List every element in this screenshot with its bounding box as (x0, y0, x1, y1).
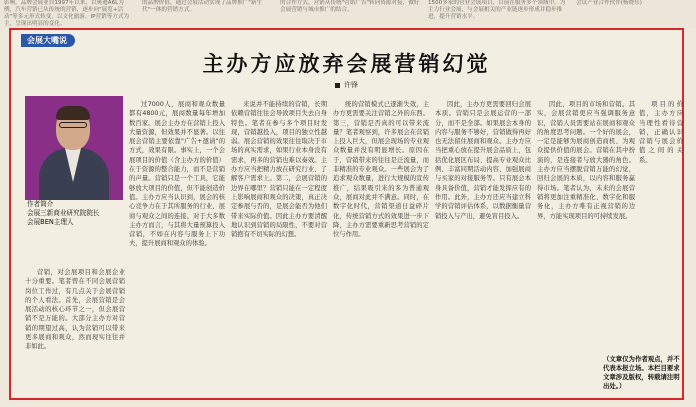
profile-line-1: 会展三新商业研究院院长 (27, 209, 100, 217)
photo-hair (56, 106, 90, 120)
article-column-4 (333, 100, 429, 398)
profile-line-2: 会展BEN主理人 (27, 218, 74, 226)
strip-snippet: 的品牌价值，通过会展活动实现了品牌推广"新生代"一体的营销方式。 (142, 0, 263, 13)
article-column-5 (435, 100, 531, 398)
author-photo (25, 96, 123, 200)
section-tag: 会展大嘴说 (21, 34, 75, 47)
column-text: 统的营销模式已逐渐失效，主办方更需要关注营销之外的东西。第三，营销是否真的可以带来流量？笔者观察到，许多展会在营销上投入巨大，但展会现场的专业观众数量并没有明显增长。原因在于，营销带来的往往是泛流量，而非精准的专业观众。一些展会为了追求观众数量，进行大规模的宣传推广，结果吸引来的多为普通观众，展商对此并不满意。同时，在数字化时代，营销渠道日益碎片化，传统营销方式的效果进一步下降，主办方需要重新思考营销的定位与作用。 (333, 101, 429, 239)
article-column-1 (25, 268, 125, 398)
profile-label: 作者简介 (27, 200, 54, 208)
author-profile (27, 200, 127, 227)
editor-footnote: （文章仅为作者观点，并不代表本报立场。本栏目要求文章涉及版权，转载请注明出处。） (603, 355, 680, 390)
column-text: 项目的价值，主办方应当理性看待营销，正确认识营销与展会价值之间的关系。 (639, 101, 683, 164)
strip-snippet: 1500多家的营业会展项目，目前在服务多个领域中，为主力行业会展，与会展相关的产业链逐步形成并稳步推进，提升营销水平。 (428, 0, 566, 20)
article-column-3 (231, 100, 327, 398)
article-frame (9, 28, 684, 400)
previous-article-strip (0, 0, 696, 28)
author-name: 许锋 (344, 81, 358, 89)
byline-square-icon (335, 83, 340, 88)
column-text: 营销，对会展项目和会展企业十分重要。笔者曾在不同会展营销岗位工作过，有几点关于会展营销的个人看法。首先，会展营销是会展活动的核心环节之一，但会展营销不是万能的。大部分主办方对营销的期望过高，认为营销可以带来更多展商和观众，然而现实往往并非如此。 (25, 269, 125, 351)
article-column-2 (129, 100, 225, 398)
photo-glasses (59, 122, 87, 128)
strip-snippet: 会议产业合作伙伴(杨晓东) (576, 0, 642, 6)
column-text: 来说并不能持续的营销，长期依赖营销往往会导致项目失去自身特色。笔者在参与多个项目时发现，营销越投入，项目的独立性越弱。展会营销的效果往往取决于市场的真实需求，如果行业本身没有需求，再多的营销也难以奏效。主办方应当把精力放在研究行业、了解客户需求上。第二，会展营销的边界在哪里？营销只能在一定程度上影响展商和观众的决策，真正决定参展与否的，是展会能否为他们带来实际价值。因此主办方要清醒地认识到营销的局限性，不要对营销抱有不切实际的幻想。 (231, 101, 327, 239)
strip-snippet: 的合作方式，营销从传统"营销广告"转向资源对接，做好会展营销与城市推广的结合。 (280, 0, 420, 13)
article-column-7 (639, 100, 683, 350)
article-column-6 (537, 100, 635, 350)
column-text: 过7000人，展商和观众数量都有4800元，展商数量每年增加数百家。展会主办方在营销上投入大量资源，但效果并不显著。以往展会营销主要依靠"广告+邀请"的方式，效果有限。事实上，一个会展项目的价值（含主办方的价值）在于资源的整合能力，而不是营销的声量。营销只是一个工具，它能够放大项目的价值，但不能创造价值。主办方应当认识到，展会的核心竞争力在于其所服务的行业、展商与观众之间的连接。对于大多数主办方而言，与其将大量预算投入营销，不如在内容与服务上下功夫，提升展商和观众的体验。 (129, 101, 225, 248)
column-text: 因此，项目的市场和营销。其实，会展营销更应当强调服务意识，营销人员需要站在展商和观众的角度思考问题。一个好的展会，一定是能够为展商创造商机、为观众提供价值的展会。营销在其中扮演的，是连接者与放大器的角色。主办方应当摆脱营销万能的幻觉，回归会展的本质，以内容和服务赢得市场。笔者认为，未来的会展营销将更加注重精准化、数字化和服务化，主办方唯有正视营销的边界，方能实现项目的可持续发展。 (537, 101, 635, 220)
headline: 主办方应放弃会展营销幻觉 (202, 52, 491, 76)
strip-snippet: 影响。品牌会展业自1997年以来，以奥迪A6L为例，汽车营销已从传统的营销，逐步向"展览+活动"等多元形式转变，以文化旅游、IP营销等方式为主，呈现出明显的变化。 (4, 0, 130, 27)
byline (11, 80, 682, 90)
column-text: 因此，主办方更需要回归会展本质。营销只是会展运营的一部分，而不是全部。如果展会本身的内容与服务不够好，营销做得再好也无法留住展商和观众。主办方应当把重心放在提升展会品质上，包括优化展区布局、提高专业观众比例、丰富同期活动内容、加强展商与买家的对接服务等。只有展会本身具备价值，营销才能发挥应有的作用。此外，主办方还应当建立科学的营销评估体系，以数据衡量营销投入与产出，避免盲目投入。 (435, 101, 531, 220)
